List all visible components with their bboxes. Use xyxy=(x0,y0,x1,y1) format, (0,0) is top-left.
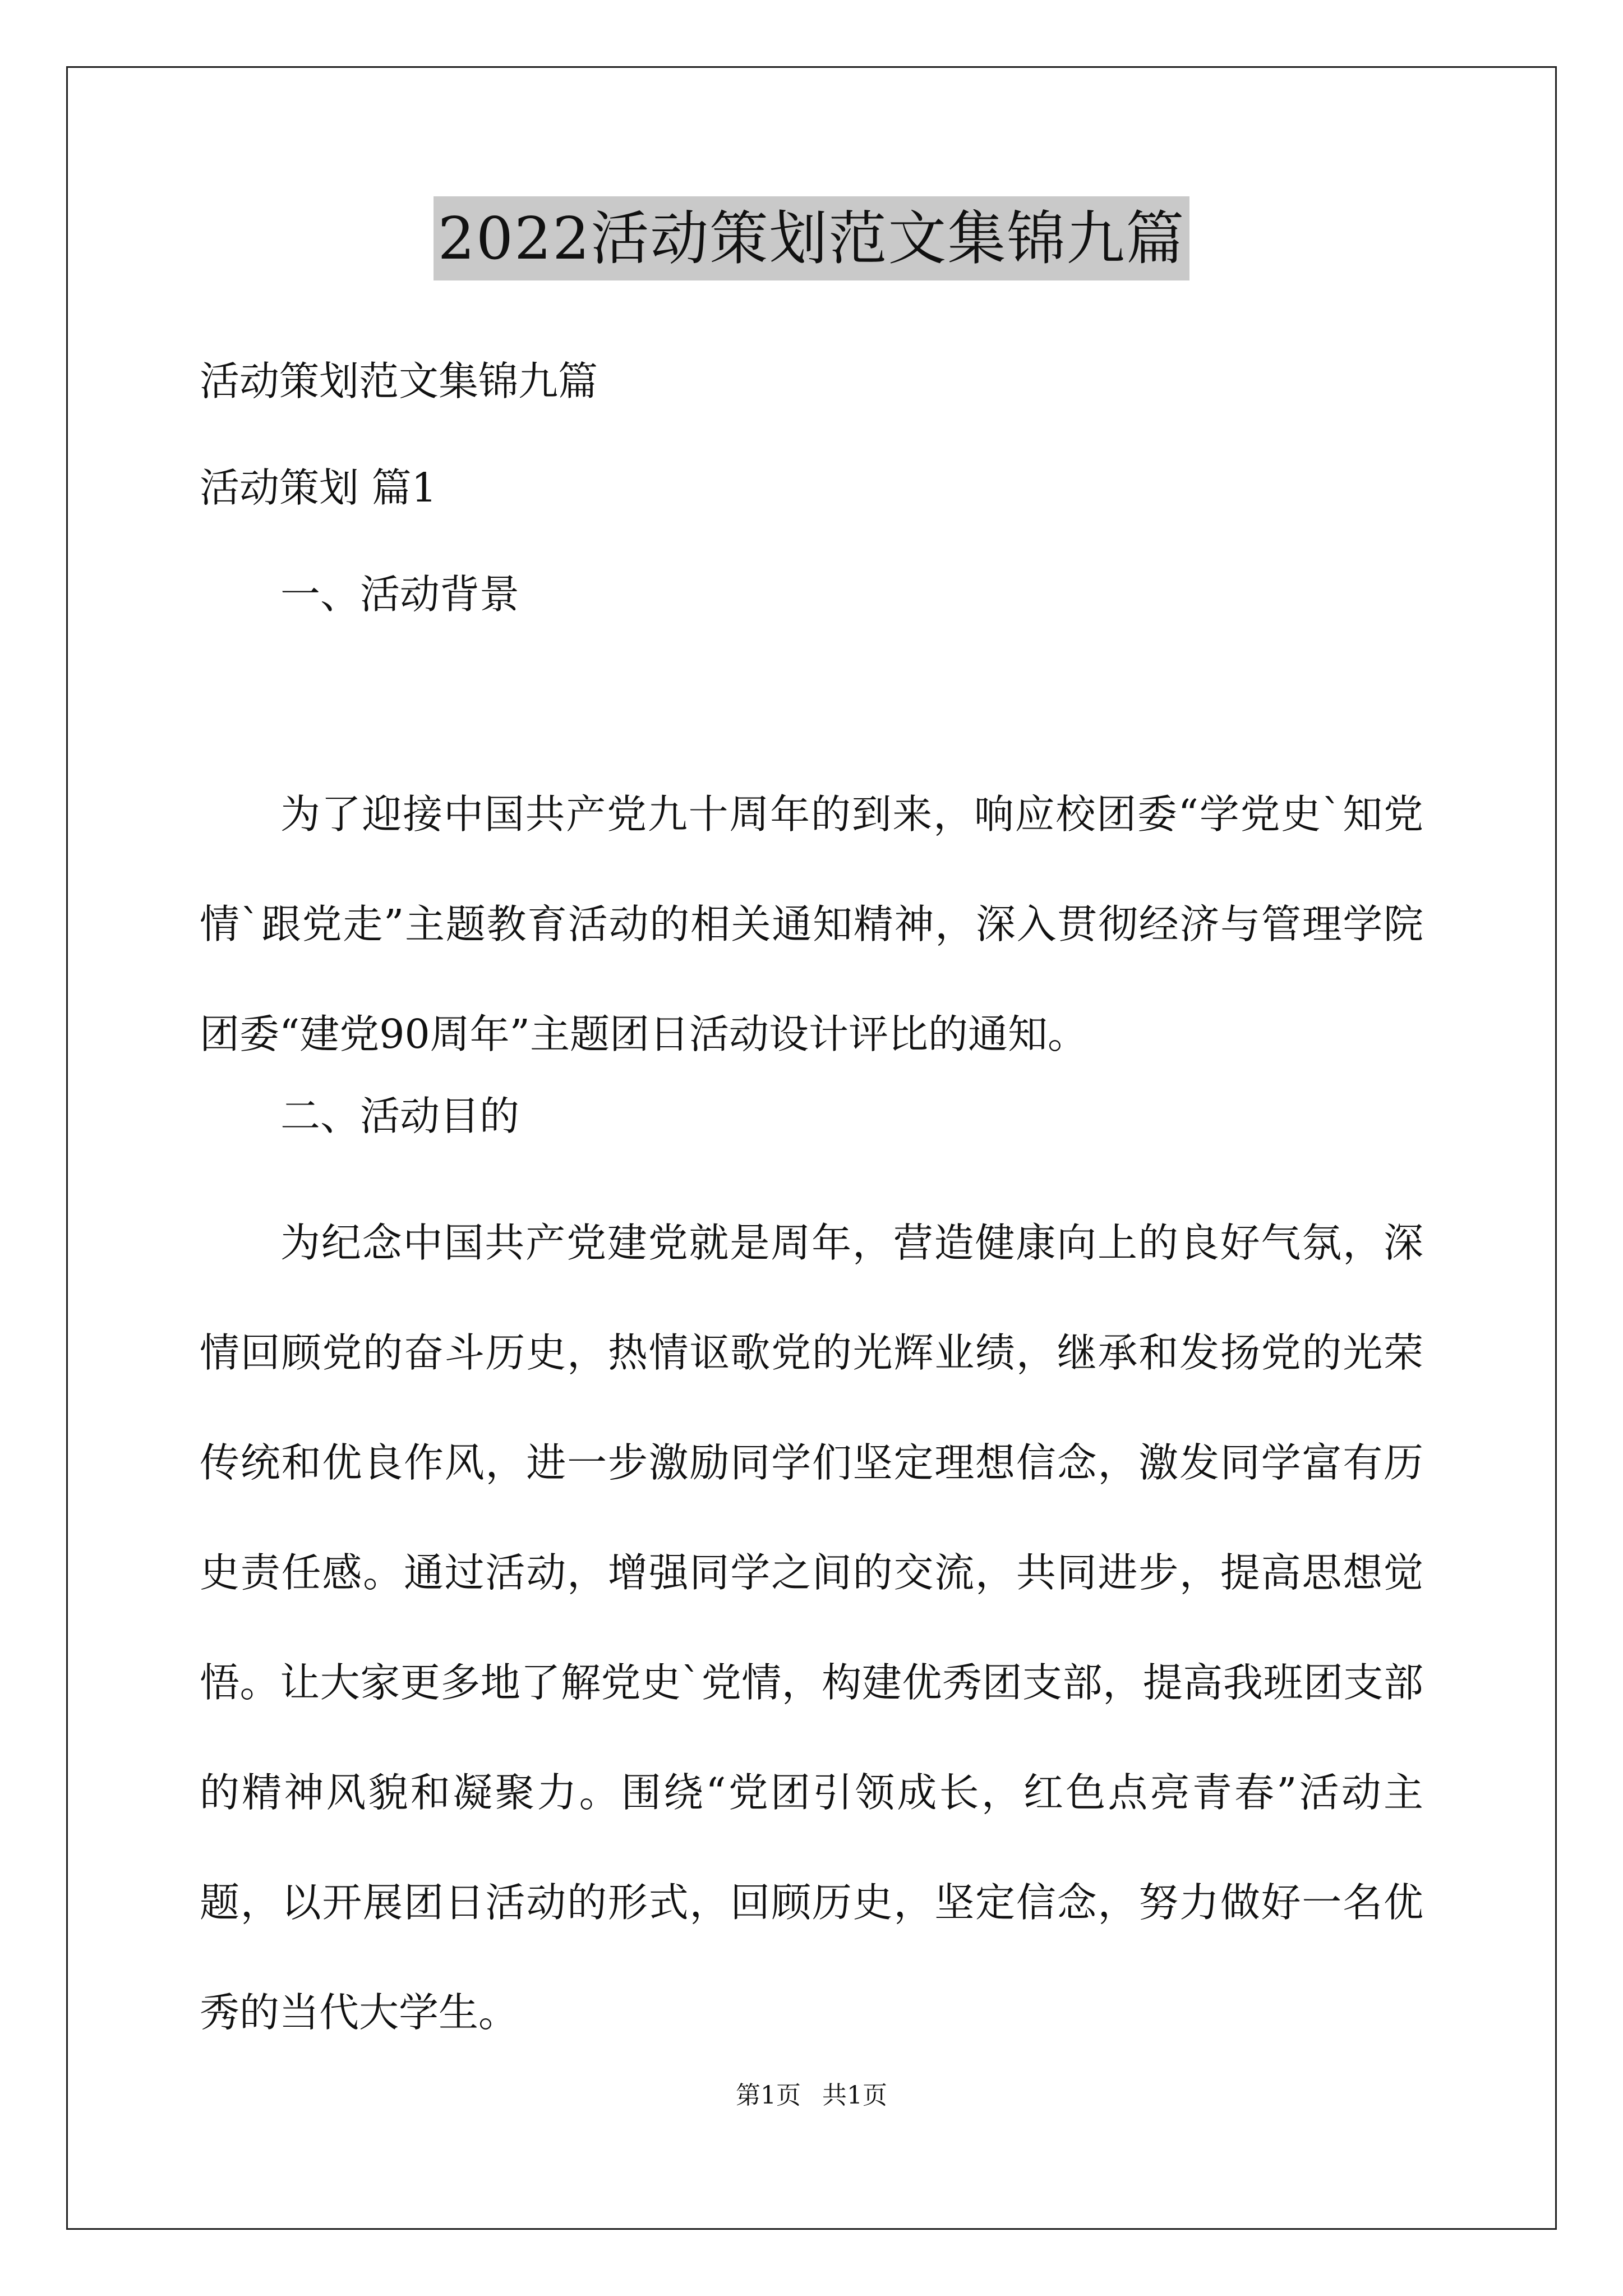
document-subtitle: 活动策划范文集锦九篇 xyxy=(200,358,598,404)
heading-background: 一、活动背景 xyxy=(280,571,520,618)
page-number: 第1页 xyxy=(736,2081,801,2110)
paragraph-purpose: 为纪念中国共产党建党就是周年，营造健康向上的良好气氛，深情回顾党的奋斗历史，热情讴歌党的光辉业绩，继承和发扬党的光荣传统和优良作风，进一步激励同学们坚定理想信念，激发同学富有历史责任感。通过活动，增强同学之间的交流，共同进步，提高思想觉悟。让大家更多地了解党史`党情，构建优秀团支部，提高我班团支部的精神风貌和凝聚力。围绕“党团引领成长，红色点亮青春”活动主题，以开展团日活动的形式，回顾历史，坚定信念，努力做好一名优秀的当代大学生。 xyxy=(200,1220,1423,2036)
page-footer xyxy=(0,2079,1623,2113)
title-container xyxy=(0,196,1623,280)
section-label: 活动策划 篇1 xyxy=(200,464,437,511)
paragraph-background: 为了迎接中国共产党九十周年的到来，响应校团委“学党史`知党情`跟党走”主题教育活动的相关通知精神，深入贯彻经济与管理学院团委“建党90周年”主题团日活动设计评比的通知。 xyxy=(200,791,1423,1057)
document-title: 2022活动策划范文集锦九篇 xyxy=(434,196,1190,280)
page-total: 共1页 xyxy=(822,2081,887,2110)
heading-purpose: 二、活动目的 xyxy=(280,1093,520,1139)
